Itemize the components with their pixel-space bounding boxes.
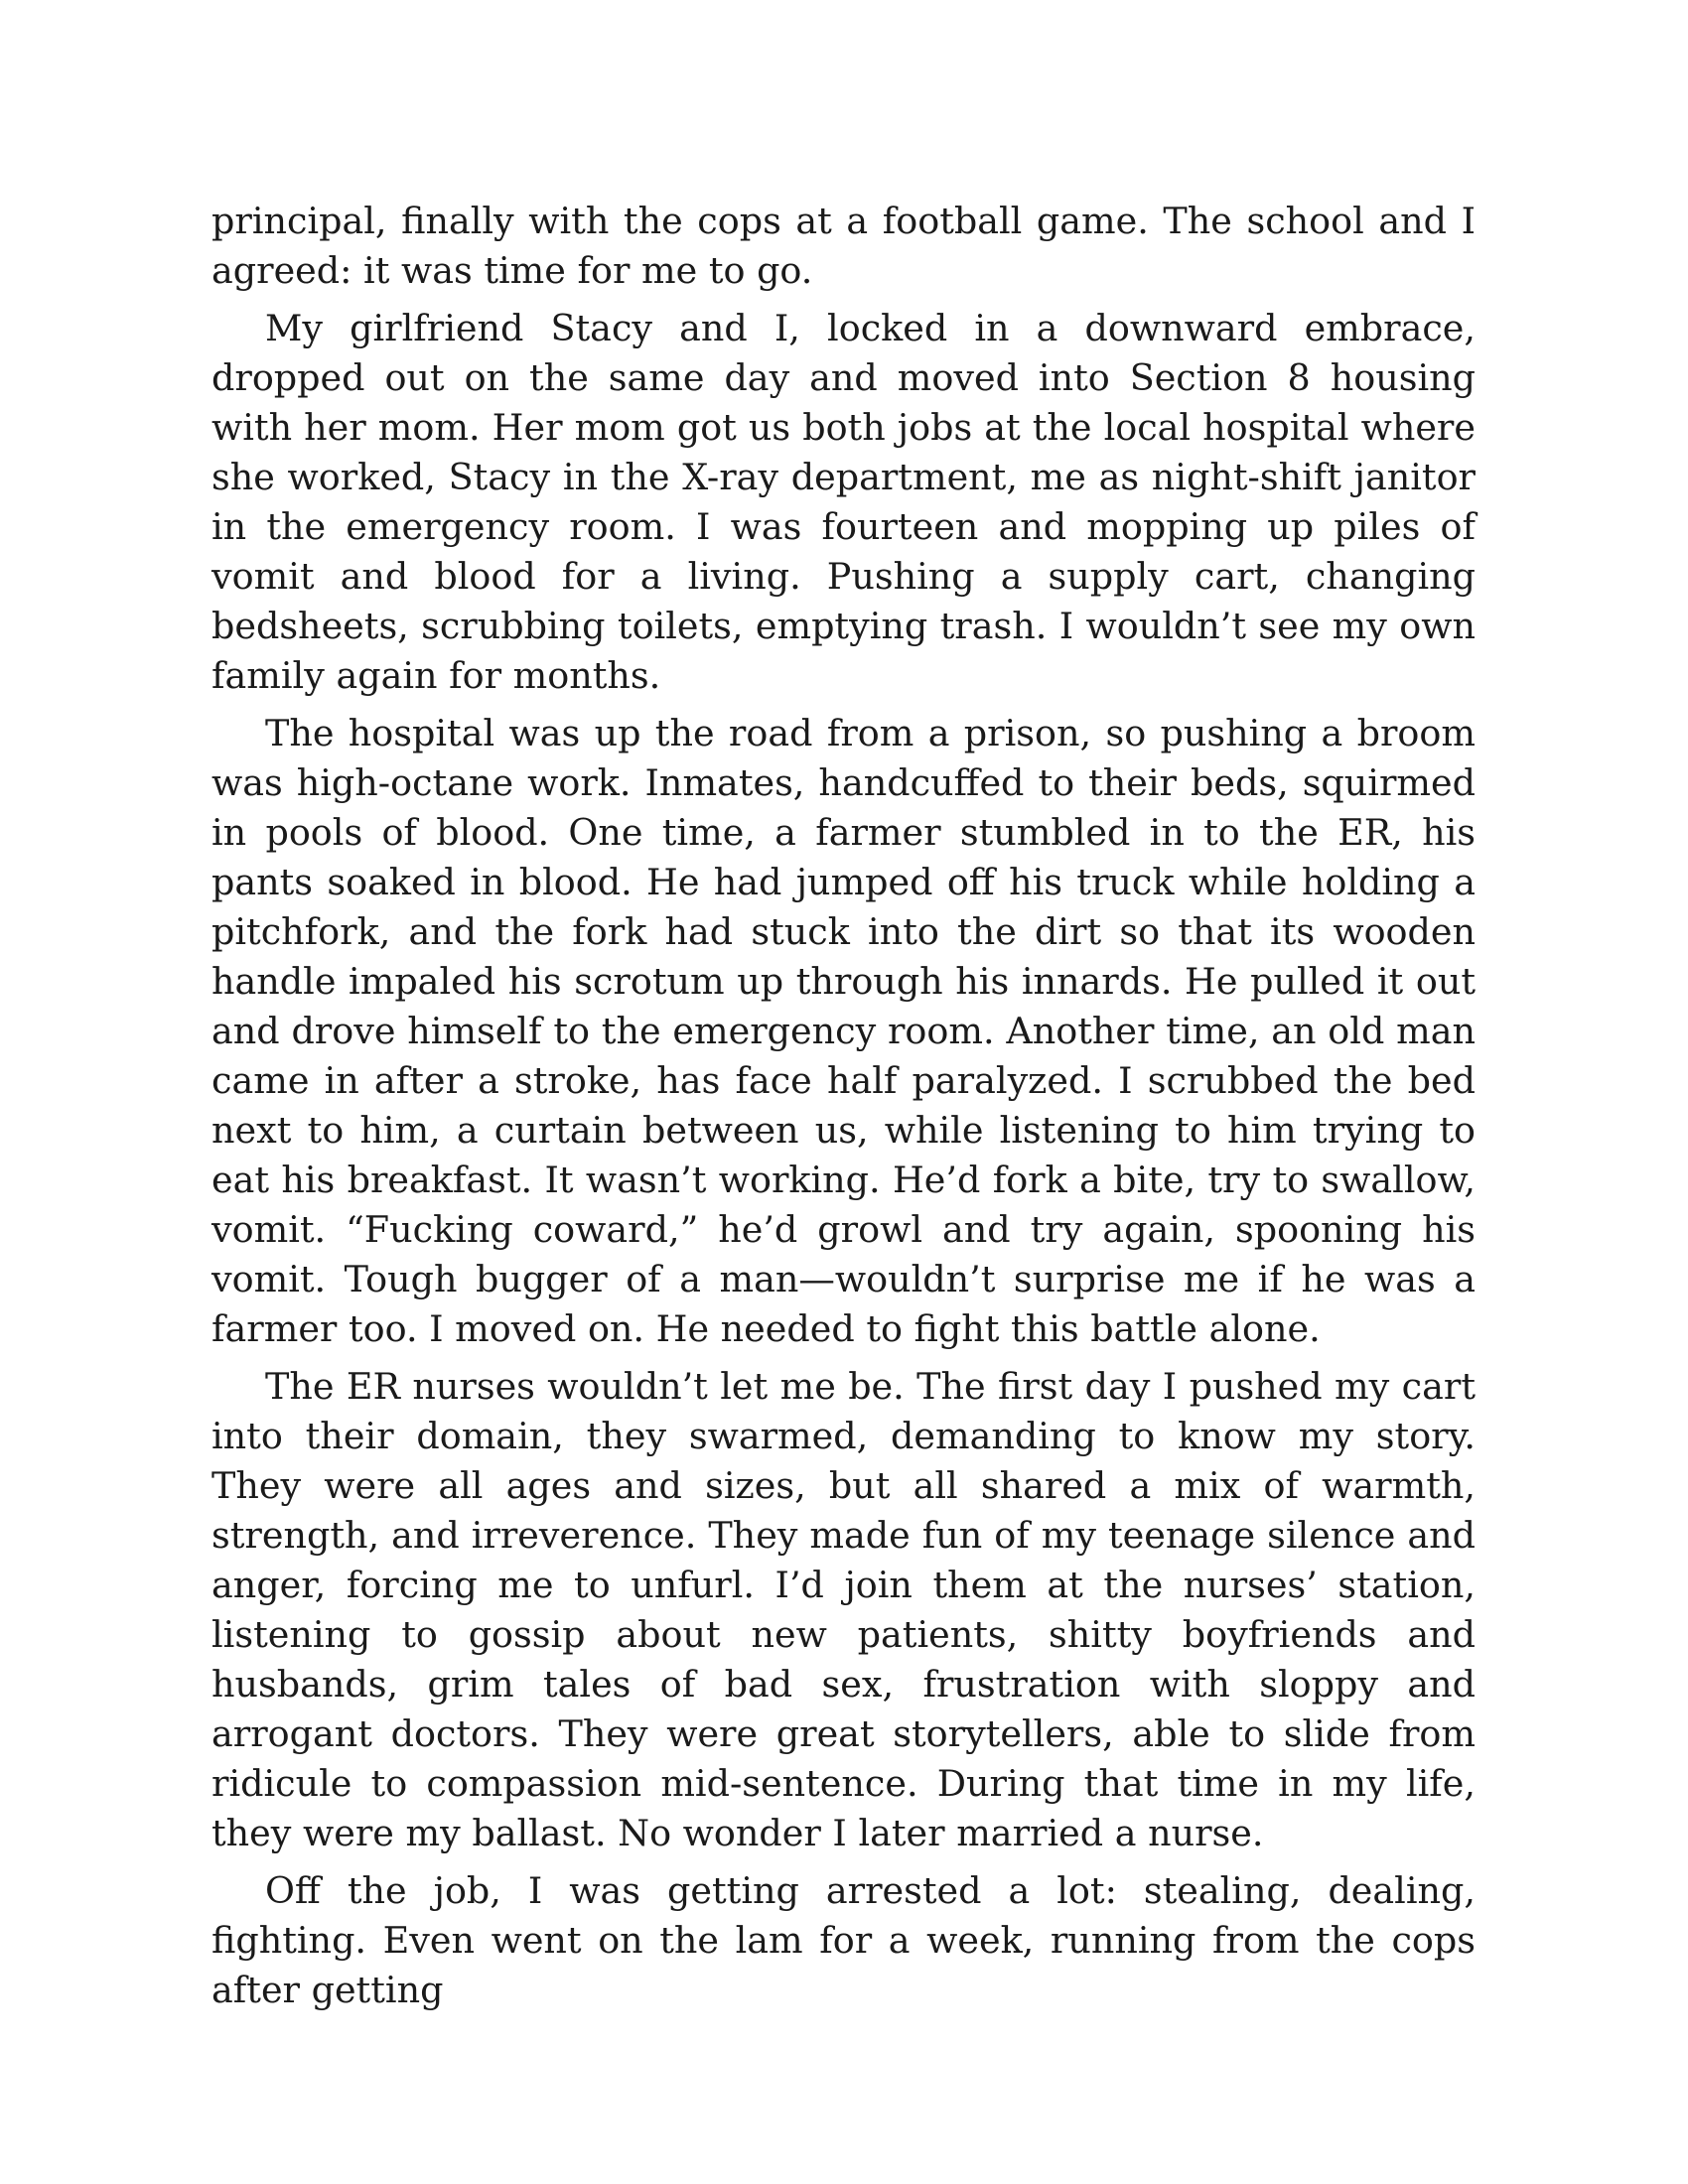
paragraph-continuation: principal, finally with the cops at a football game. The school and I agreed: it was time for me to go. bbox=[211, 200, 1476, 292]
paragraph-er-nurses: The ER nurses wouldn’t let me be. The first day I pushed my cart into their domain, they swarmed, demanding to know my story. They were all ages and sizes, but all shared a mix of warmth, strength, and irreverence. They made fun of my teenage silence and anger, forcing me to unfurl. I’d join them at the nurses’ station, listening to gossip about new patients, shitty boyfriends and husbands, grim tales of bad sex, frustration with sloppy and arrogant doctors. They were great storytellers, able to slide from ridicule to compassion mid-sentence. During that time in my life, they were my ballast. No wonder I later married a nurse. bbox=[211, 1365, 1476, 1854]
paragraph-hospital-prison: The hospital was up the road from a prison, so pushing a broom was high-octane work. Inmates, handcuffed to their beds, squirmed in pools of blood. One time, a farmer stumbled in to the ER, his pants soaked in blood. He had jumped off his truck while holding a pitchfork, and the fork had stuck into the dirt so that its wooden handle impaled his scrotum up through his innards. He pulled it out and drove himself to the emergency room. Another time, an old man came in after a stroke, has face half paralyzed. I scrubbed the bed next to him, a curtain between us, while listening to him trying to eat his breakfast. It wasn’t working. He’d fork a bite, try to swallow, vomit. “Fucking coward,” he’d growl and try again, spooning his vomit. Tough bugger of a man—wouldn’t surprise me if he was a farmer too. I moved on. He needed to fight this battle alone. bbox=[211, 712, 1476, 1350]
paragraph-arrests: Off the job, I was getting arrested a lot: stealing, dealing, fighting. Even went on the lam for a week, running from the cops after getting bbox=[211, 1869, 1476, 2011]
book-page-text bbox=[211, 197, 1476, 2023]
paragraph-dropping-out: My girlfriend Stacy and I, locked in a downward embrace, dropped out on the same day and moved into Section 8 housing with her mom. Her mom got us both jobs at the local hospital where she worked, Stacy in the X-ray department, me as night-shift janitor in the emergency room. I was fourteen and mopping up piles of vomit and blood for a living. Pushing a supply cart, changing bedsheets, scrubbing toilets, emptying trash. I wouldn’t see my own family again for months. bbox=[211, 307, 1476, 697]
